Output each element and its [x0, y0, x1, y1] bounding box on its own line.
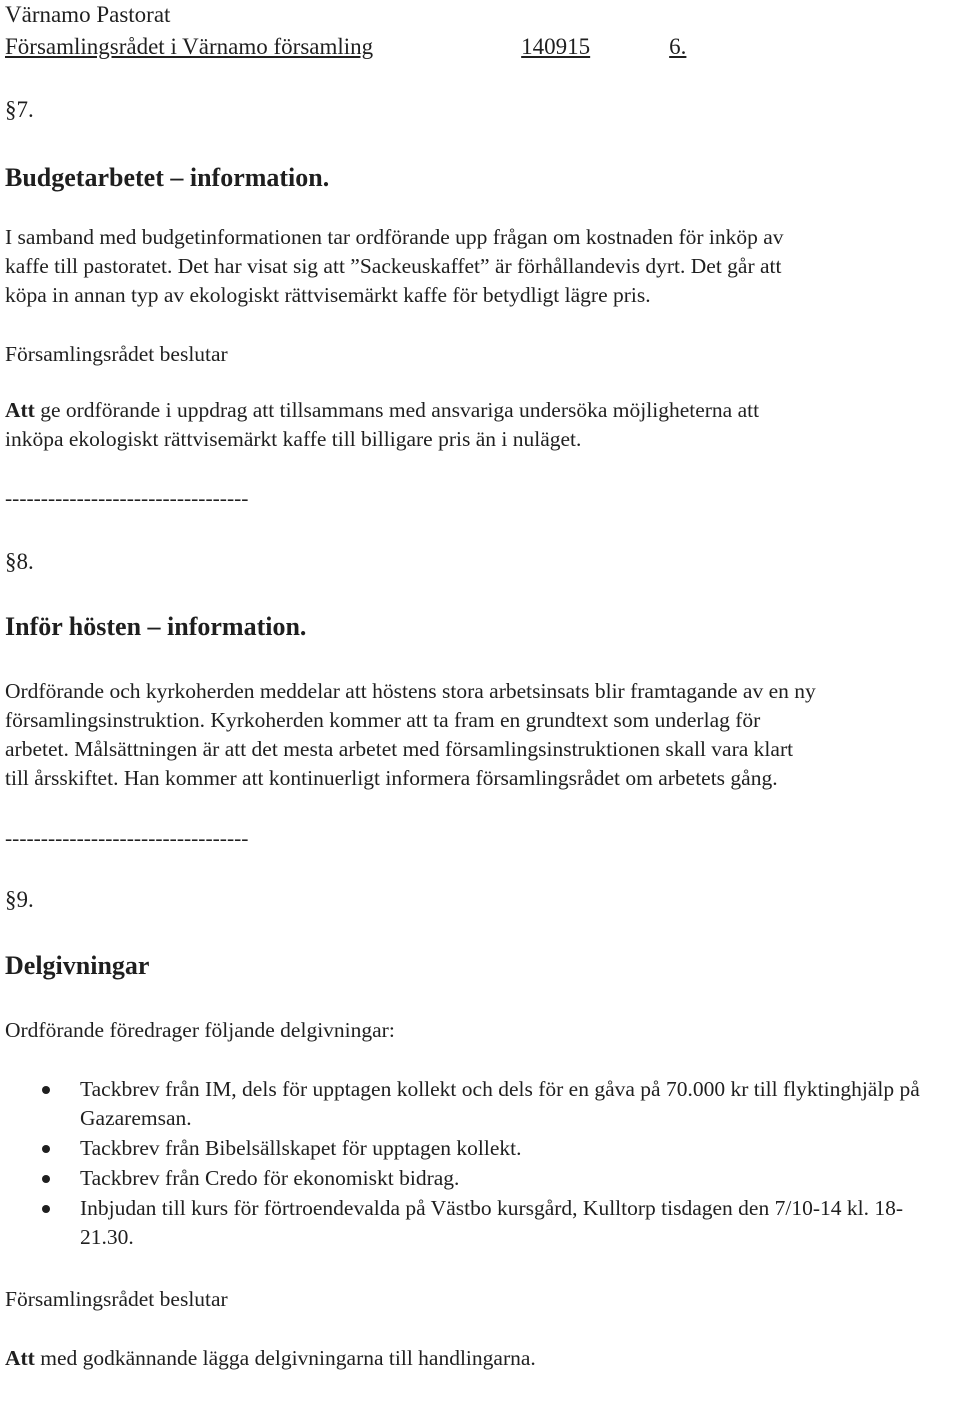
- meeting-date: 140915: [521, 34, 591, 59]
- decision-line: inköpa ekologiskt rättvisemärkt kaffe till billigare pris än i nuläget.: [5, 427, 582, 451]
- bullet-icon: [42, 1175, 50, 1183]
- section-title-7: Budgetarbetet – information.: [5, 163, 330, 192]
- decision-lead: Att: [5, 1346, 35, 1370]
- section-divider: ----------------------------------: [5, 486, 249, 510]
- list-item: Tackbrev från Credo för ekonomiskt bidrag.: [0, 1164, 952, 1193]
- section-8-body: [5, 677, 952, 793]
- bullet-icon: [42, 1145, 50, 1153]
- meeting-header: [5, 32, 952, 62]
- body-line: I samband med budgetinformationen tar ordförande upp frågan om kostnaden för inköp av: [5, 225, 784, 249]
- section-9-intro: Ordförande föredrager följande delgivningar:: [5, 1018, 395, 1042]
- decision-lead: Att: [5, 398, 35, 422]
- section-divider: ----------------------------------: [5, 826, 249, 850]
- bullet-icon: [42, 1086, 50, 1094]
- meeting-title: Församlingsrådet i Värnamo församling: [5, 34, 374, 59]
- bullet-icon: [42, 1205, 50, 1213]
- section-number-9: §9.: [5, 887, 34, 912]
- body-line: församlingsinstruktion. Kyrkoherden kommer att ta fram en grundtext som underlag för: [5, 708, 761, 732]
- body-line: arbetet. Målsättningen är att det mesta arbetet med församlingsinstruktionen skall vara klart: [5, 737, 794, 761]
- body-line: Ordförande och kyrkoherden meddelar att höstens stora arbetsinsats blir framtagande av en ny: [5, 679, 816, 703]
- body-line: kaffe till pastoratet. Det har visat sig att ”Sackeuskaffet” är förhållandevis dyrt. Det går att: [5, 254, 782, 278]
- body-line: till årsskiftet. Han kommer att kontinuerligt informera församlingsrådet om arbetets gång.: [5, 766, 778, 790]
- decision-9: [5, 1344, 952, 1373]
- section-number-8: §8.: [5, 549, 34, 574]
- section-7-body: [5, 223, 952, 310]
- section-title-9: Delgivningar: [5, 951, 150, 980]
- list-item: Inbjudan till kurs för förtroendevalda på Västbo kursgård, Kulltorp tisdagen den 7/10-14 kl. 18-21.30.: [0, 1194, 952, 1252]
- decision-line: ge ordförande i uppdrag att tillsammans med ansvariga undersöka möjligheterna att: [34, 398, 760, 422]
- page-number: 6.: [669, 34, 687, 59]
- decision-7: [5, 396, 952, 454]
- section-title-8: Inför hösten – information.: [5, 612, 307, 641]
- list-item: Tackbrev från Bibelsällskapet för upptagen kollekt.: [0, 1134, 952, 1163]
- decision-intro-9: Församlingsrådet beslutar: [5, 1287, 228, 1311]
- decision-intro-7: Församlingsrådet beslutar: [5, 342, 228, 366]
- decision-text: med godkännande lägga delgivningarna till handlingarna.: [34, 1346, 536, 1370]
- section-number-7: §7.: [5, 97, 34, 122]
- organization-name: Värnamo Pastorat: [5, 2, 171, 27]
- list-item: Tackbrev från IM, dels för upptagen kollekt och dels för en gåva på 70.000 kr till flyktinghjälp på Gazaremsan.: [0, 1075, 952, 1133]
- body-line: köpa in annan typ av ekologiskt rättvisemärkt kaffe för betydligt lägre pris.: [5, 283, 651, 307]
- notice-list: [0, 1075, 952, 1253]
